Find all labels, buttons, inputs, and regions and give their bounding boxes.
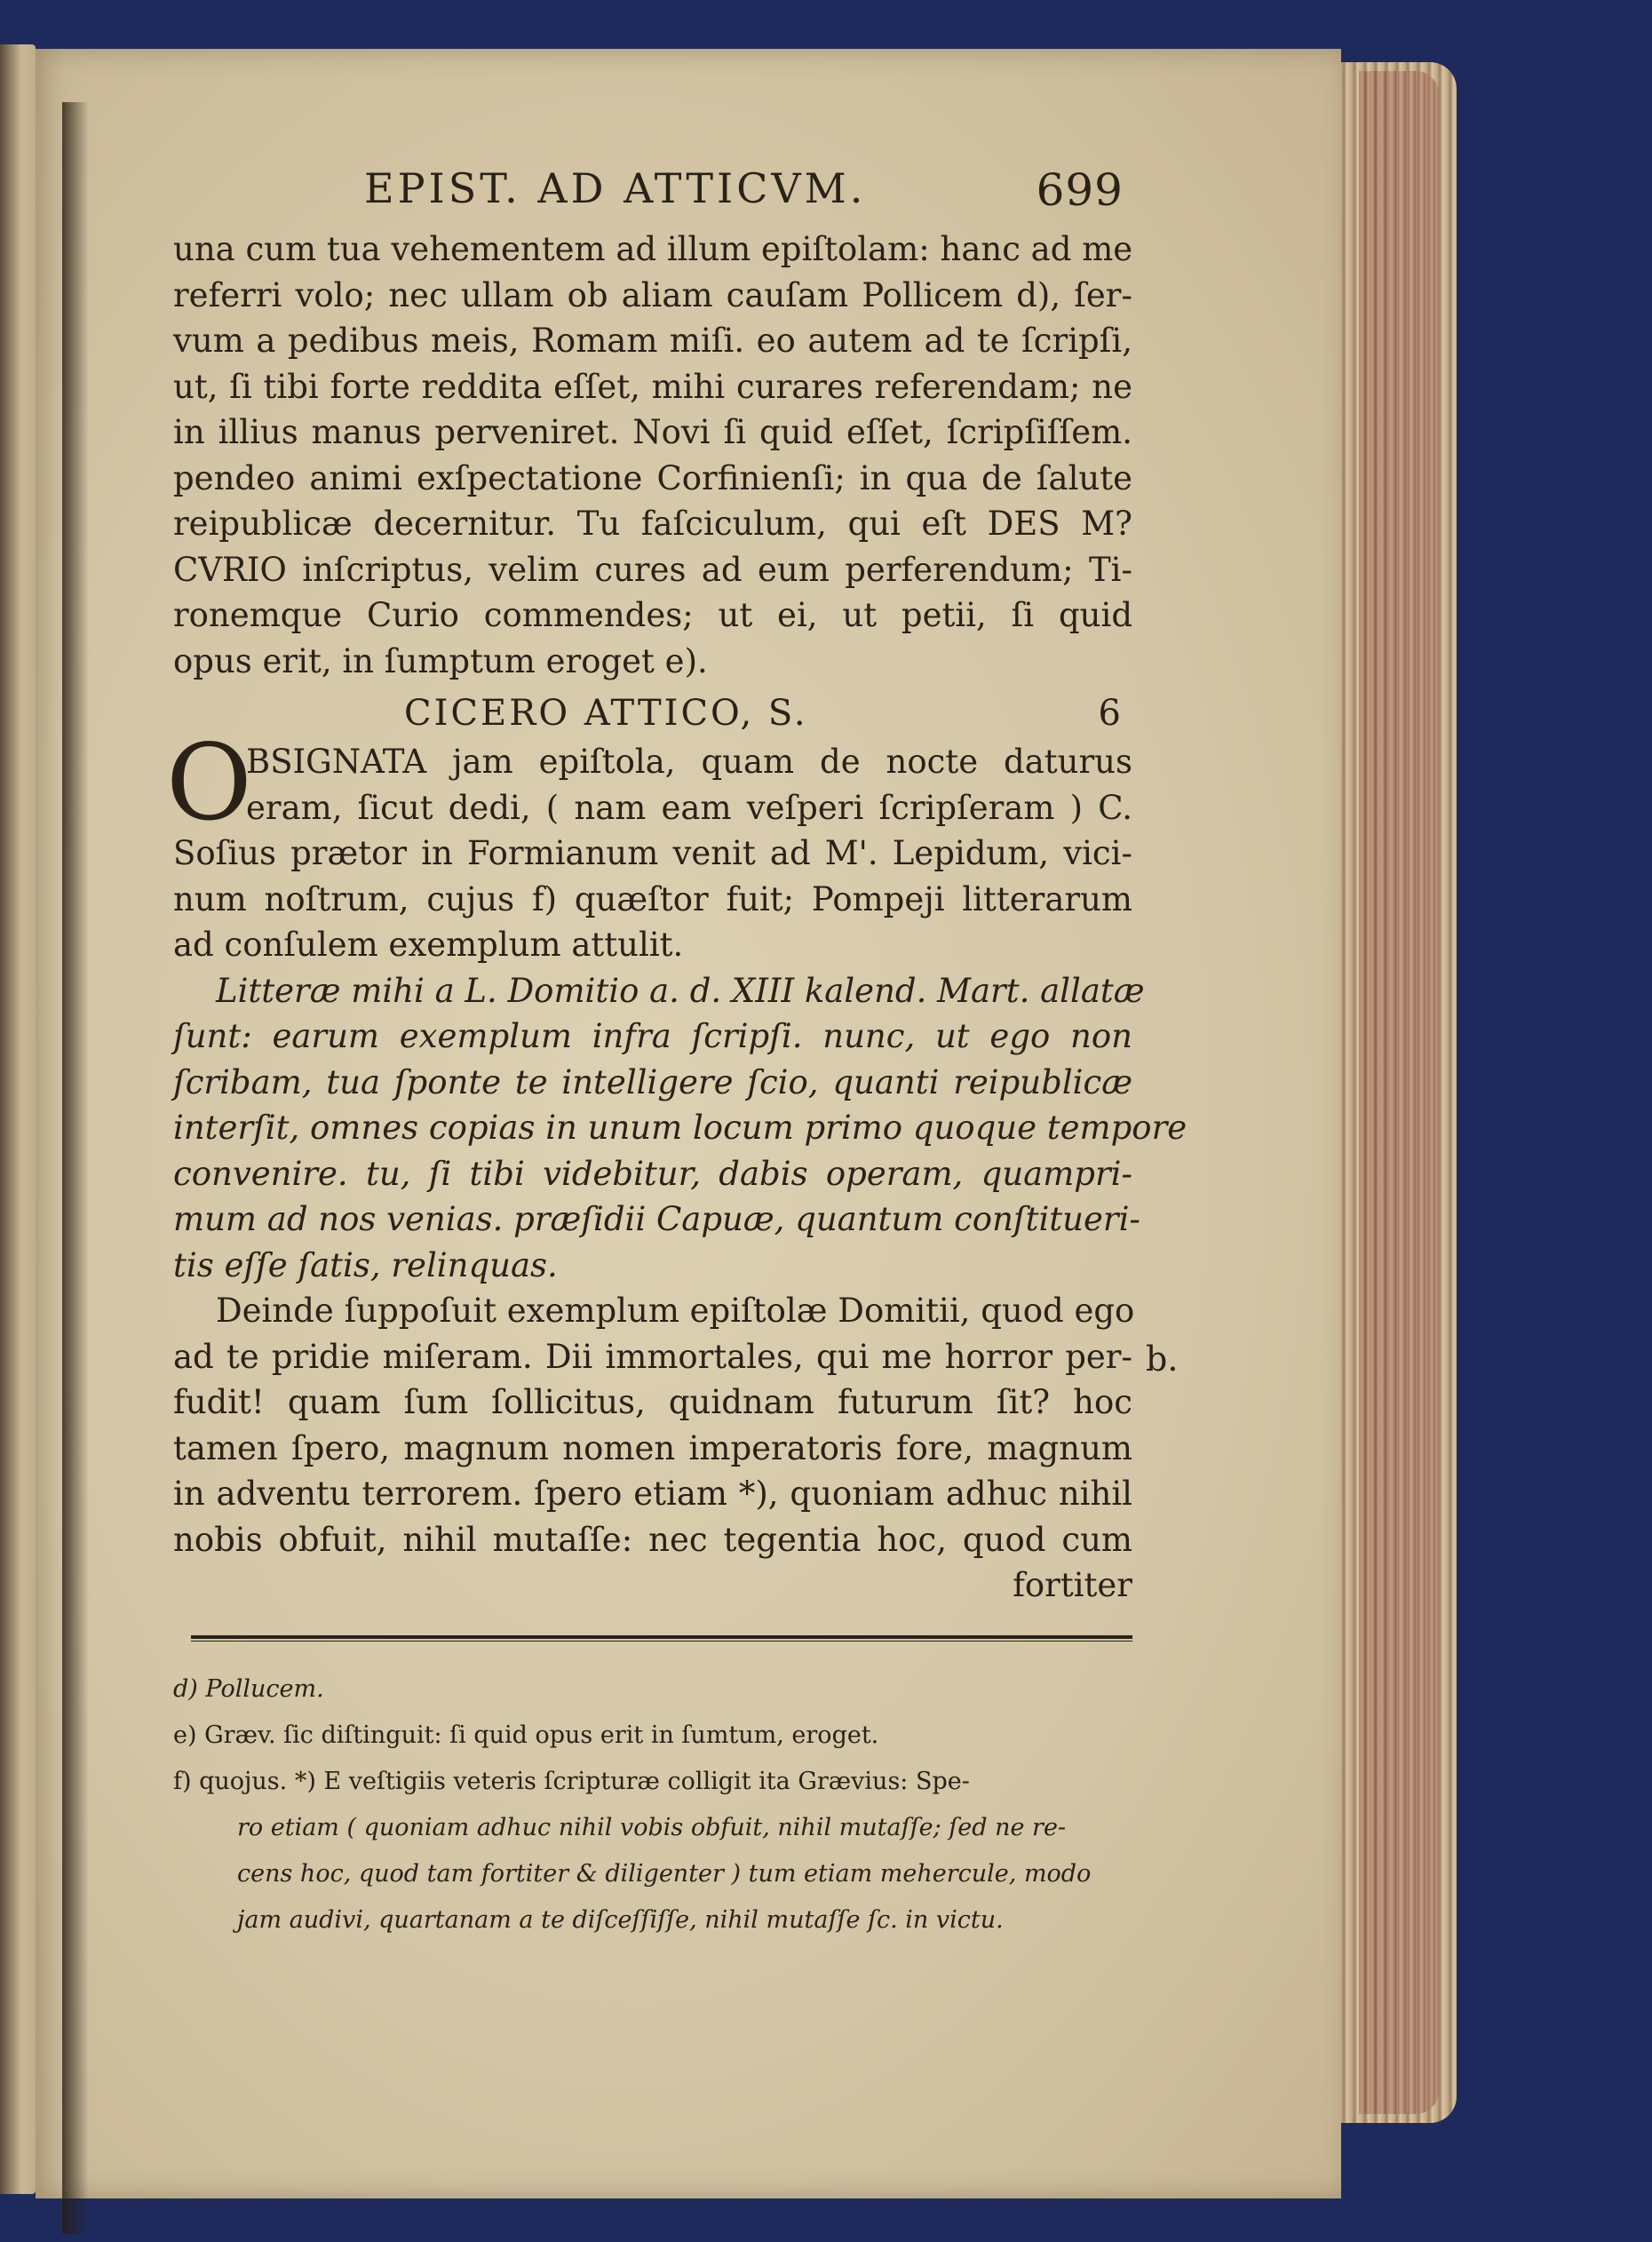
text-line: in adventu terrorem. ſpero etiam *), quoniam adhuc nihil <box>173 1475 1132 1513</box>
text-line: eram, ſicut dedi, ( nam eam veſperi ſcripſeram ) C. <box>246 788 1132 827</box>
footnote: cens hoc, quod tam fortiter & diligenter ) tum etiam mehercule, modo <box>237 1859 1092 1888</box>
text-line: fudit! quam ſum ſollicitus, quidnam futurum ſit? hoc <box>173 1383 1132 1421</box>
text-line: referri volo; nec ullam ob aliam cauſam Pollicem d), ſer- <box>173 275 1132 314</box>
text-line: BSIGNATA jam epiſtola, quam de nocte daturus <box>246 743 1132 781</box>
footnotes <box>173 1666 1132 1944</box>
text-line: tamen ſpero, magnum nomen imperatoris fore, magnum <box>173 1428 1132 1467</box>
footnote-rule <box>191 1635 1132 1639</box>
text-line: Deinde ſuppoſuit exemplum epiſtolæ Domitii, quod ego <box>216 1292 1135 1330</box>
text-line: vum a pedibus meis, Romam miſi. eo autem ad te ſcripſi, <box>173 322 1132 360</box>
text-line: num noſtrum, cujus f) quæſtor fuit; Pompeji litterarum <box>173 879 1132 918</box>
running-head <box>173 164 1132 227</box>
footnote: e) Græv. ſic diſtinguit: ſi quid opus erit in ſumtum, eroget. <box>173 1721 879 1749</box>
text-line: CVRIO inſcriptus, velim cures ad eum perferendum; Ti- <box>173 550 1132 589</box>
italic-line: ſunt: earum exemplum infra ſcripſi. nunc, ut ego non <box>173 1017 1132 1055</box>
letter-number: 6 <box>1098 693 1124 734</box>
letter2-opening <box>166 721 1132 968</box>
quoted-letter <box>173 968 1187 1289</box>
text-line: opus erit, in ſumptum eroget e). <box>173 641 708 680</box>
text-line: ad conſulem exemplum attulit. <box>173 926 684 964</box>
footnote: jam audivi, quartanam a te diſceſſiſſe, nihil mutaſſe ſc. in victu. <box>237 1905 1004 1934</box>
margin-note: b. <box>1146 1340 1179 1379</box>
italic-line: tis eſſe ſatis, relinquas. <box>173 1245 558 1284</box>
italic-line: ſcribam, tua ſponte te intelligere ſcio, quanti reipublicæ <box>173 1062 1132 1101</box>
footnote: d) Pollucem. <box>173 1674 324 1703</box>
text-line: nobis obfuit, nihil mutaſſe: nec tegentia hoc, quod cum <box>173 1520 1132 1559</box>
catchword: fortiter <box>1013 1566 1132 1604</box>
text-line: ronemque Curio commendes; ut ei, ut petii, ſi quid <box>173 596 1132 634</box>
text-line: una cum tua vehementem ad illum epiſtolam: hanc ad me <box>173 230 1133 268</box>
heading-text: CICERO ATTICO, S. <box>404 693 808 734</box>
page-edges-red <box>1359 71 1439 2114</box>
page-number: 699 <box>1036 164 1124 216</box>
drop-cap: O <box>166 721 252 844</box>
gutter-shadow <box>62 102 89 2234</box>
text-line: pendeo animi exſpectatione Corfinienſi; in qua de ſalute <box>173 458 1132 497</box>
footnote: f) quojus. *) E veſtigiis veteris ſcripturæ colligit ita Grævius: Spe- <box>173 1767 970 1795</box>
closing-paragraph <box>173 1288 1135 1609</box>
italic-line: Litteræ mihi a L. Domitio a. d. XIII kalend. Mart. allatæ <box>216 971 1145 1010</box>
footnote-rule-thin <box>191 1641 1132 1642</box>
italic-line: convenire. tu, ſi tibi videbitur, dabis operam, quampri- <box>173 1154 1132 1193</box>
footnote: ro etiam ( quoniam adhuc nihil vobis obfuit, nihil mutaſſe; ſed ne re- <box>237 1813 1067 1841</box>
text-line: in illius manus perveniret. Novi ſi quid eſſet, ſcripſiſſem. <box>173 413 1132 451</box>
text-line: ad te pridie miſeram. Dii immortales, qui me horror per- <box>173 1337 1132 1376</box>
running-title: EPIST. AD ATTICVM. <box>364 164 867 212</box>
text-line: reipublicæ decernitur. Tu faſciculum, qui eſt DES M? <box>173 505 1132 543</box>
italic-line: interſit, omnes copias in unum locum primo quoque tempore <box>173 1109 1187 1147</box>
left-page-edge <box>0 44 36 2194</box>
italic-line: mum ad nos venias. præſidii Capuæ, quantum conſtitueri- <box>173 1200 1140 1238</box>
letter-heading <box>173 688 1132 739</box>
page-content <box>166 164 1187 1944</box>
text-line: Soſius prætor in Formianum venit ad M'. Lepidum, vici- <box>173 834 1132 872</box>
letter1-text <box>173 227 1132 684</box>
text-line: ut, ſi tibi forte reddita eſſet, mihi curares referendam; ne <box>173 367 1132 406</box>
